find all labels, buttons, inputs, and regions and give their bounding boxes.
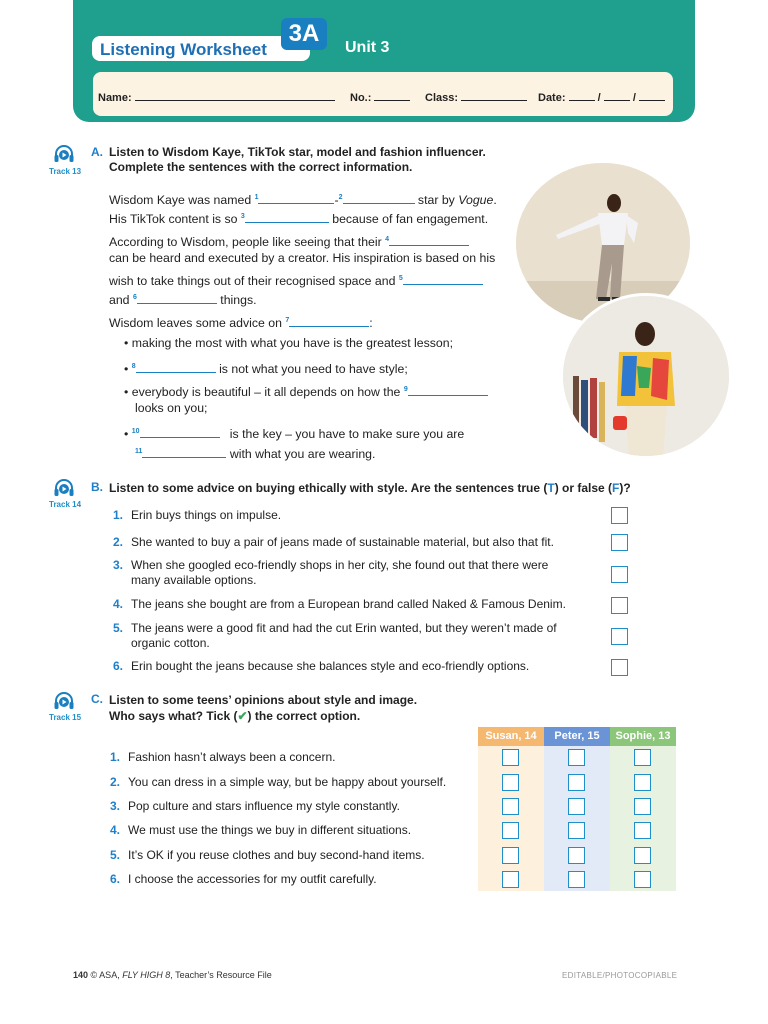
statement-text (131, 535, 601, 550)
track-label: Track 15 (49, 713, 82, 722)
section-c-title-2: Who says what? Tick (✔) the correct option. (109, 709, 361, 723)
tick-checkbox[interactable] (634, 822, 651, 839)
item-number: 1. (113, 508, 124, 522)
date-month-line (604, 90, 630, 101)
date-day-line (569, 90, 595, 101)
paragraph-line: can be heard and executed by a creator. His inspiration is based on his (109, 251, 496, 265)
opinion-text: I choose the accessories for my outfit carefully. (128, 872, 377, 886)
statement-line: many available options. (131, 573, 257, 587)
item-number: 5. (110, 848, 121, 862)
tick-checkbox[interactable] (502, 798, 519, 815)
track-label: Track 14 (49, 500, 82, 509)
statement-text (131, 659, 601, 674)
tick-icon: ✔ (237, 709, 248, 723)
tick-checkbox[interactable] (502, 749, 519, 766)
statement-line: She wanted to buy a pair of jeans made of sustainable material, but also that fit. (131, 535, 554, 549)
paragraph-line: According to Wisdom, people like seeing that their $^4$ (109, 230, 469, 253)
answer-checkbox[interactable] (611, 534, 628, 551)
blank-7[interactable] (289, 316, 369, 327)
item-number: 2. (110, 775, 121, 789)
statement-text (131, 508, 601, 523)
blank-1[interactable] (258, 193, 334, 204)
tick-checkbox[interactable] (634, 749, 651, 766)
bullet-item-cont: $^{11}$ with what you are wearing. (135, 447, 376, 462)
item-number: 4. (113, 597, 124, 611)
column-header: Susan, 14 (478, 727, 544, 746)
footer-editable: EDITABLE/PHOTOCOPIABLE (562, 971, 678, 980)
tick-checkbox[interactable] (502, 774, 519, 791)
statement-line: The jeans were a good fit and had the cut Erin wanted, but they weren’t made of (131, 621, 557, 635)
date-sep: / (632, 92, 636, 104)
answer-checkbox[interactable] (611, 628, 628, 645)
footer-credit: 140 © ASA, FLY HIGH 8, Teacher’s Resource File (73, 970, 272, 980)
blank-5[interactable] (403, 274, 483, 285)
bullet-item: • making the most with what you have is the greatest lesson; (124, 336, 453, 350)
blank-9[interactable] (408, 385, 488, 396)
name-line (135, 90, 335, 101)
headphones-icon (53, 145, 75, 163)
opinion-text: It’s OK if you reuse clothes and buy second-hand items. (128, 848, 425, 862)
number-label: No.: (350, 92, 372, 104)
blank-3[interactable] (245, 212, 329, 223)
paragraph-line: Wisdom leaves some advice on $^7$ : (109, 316, 373, 331)
item-number: 3. (110, 799, 121, 813)
blank-6[interactable] (137, 293, 217, 304)
blank-2[interactable] (343, 193, 415, 204)
bullet-item-cont: looks on you; (135, 401, 208, 415)
headphones-icon (53, 479, 75, 497)
influencer-photo-2 (560, 293, 732, 459)
blank-10[interactable] (140, 427, 220, 438)
tick-checkbox[interactable] (502, 847, 519, 864)
section-b-title: Listen to some advice on buying ethically with style. Are the sentences true (T) or false (F)? (109, 481, 631, 495)
name-label: Name: (98, 92, 132, 104)
section-letter: B. (91, 480, 103, 494)
headphones-icon (53, 692, 75, 710)
tick-checkbox[interactable] (502, 871, 519, 888)
item-number: 3. (113, 558, 124, 572)
item-number: 2. (113, 535, 124, 549)
date-field[interactable] (538, 90, 665, 104)
blank-11[interactable] (142, 447, 226, 458)
opinion-text: You can dress in a simple way, but be happy about yourself. (128, 775, 447, 789)
tick-checkbox[interactable] (568, 822, 585, 839)
tick-checkbox[interactable] (568, 774, 585, 791)
statement-text (131, 597, 601, 612)
statement-line: The jeans she bought are from a European brand called Naked & Famous Denim. (131, 597, 566, 611)
answer-checkbox[interactable] (611, 566, 628, 583)
paragraph-line: wish to take things out of their recognised space and $^5$ (109, 269, 483, 292)
section-letter: A. (91, 145, 103, 159)
item-number: 6. (110, 872, 121, 886)
date-sep: / (597, 92, 601, 104)
answer-checkbox[interactable] (611, 659, 628, 676)
section-a-title-1: Listen to Wisdom Kaye, TikTok star, model and fashion influencer. (109, 145, 486, 159)
statement-line: organic cotton. (131, 636, 210, 650)
bullet-item: • $^{10}$ is the key – you have to make sure you are (124, 427, 465, 442)
blank-4[interactable] (389, 235, 469, 246)
tick-checkbox[interactable] (568, 798, 585, 815)
statement-line: Erin buys things on impulse. (131, 508, 282, 522)
item-number: 1. (110, 750, 121, 764)
statement-text (131, 558, 601, 588)
paragraph-line: Wisdom Kaye was named $^1$ -$^2$ star by Vogue. (109, 193, 497, 208)
tick-checkbox[interactable] (634, 798, 651, 815)
section-c-title-1: Listen to some teens’ opinions about style and image. (109, 693, 418, 707)
section-a-title-2: Complete the sentences with the correct information. (109, 160, 413, 174)
blank-8[interactable] (136, 362, 216, 373)
answer-checkbox[interactable] (611, 507, 628, 524)
tick-checkbox[interactable] (568, 749, 585, 766)
column-header: Peter, 15 (544, 727, 610, 746)
number-field[interactable] (350, 90, 410, 104)
class-label: Class: (425, 92, 459, 104)
tick-checkbox[interactable] (502, 822, 519, 839)
statement-line: Erin bought the jeans because she balances style and eco-friendly options. (131, 659, 530, 673)
class-line (461, 90, 527, 101)
date-year-line (639, 90, 665, 101)
tick-checkbox[interactable] (568, 847, 585, 864)
tick-checkbox[interactable] (634, 871, 651, 888)
worksheet-title: Listening Worksheet (100, 40, 267, 59)
opinion-text: Pop culture and stars influence my style constantly. (128, 799, 400, 813)
paragraph-line: and $^6$ things. (109, 293, 257, 308)
statement-text (131, 621, 601, 651)
number-line (374, 90, 410, 101)
opinion-text: We must use the things we buy in different situations. (128, 823, 412, 837)
item-number: 5. (113, 621, 124, 635)
item-number: 6. (113, 659, 124, 673)
name-field[interactable] (98, 90, 335, 104)
class-field[interactable] (425, 90, 527, 104)
bullet-item: • $^8$ is not what you need to have style; (124, 362, 408, 377)
statement-line: When she googled eco-friendly shops in her city, she found out that there were (131, 558, 549, 572)
paragraph-line: His TikTok content is so $^3$ because of fan engagement. (109, 212, 489, 227)
answer-checkbox[interactable] (611, 597, 628, 614)
tick-checkbox[interactable] (568, 871, 585, 888)
item-number: 4. (110, 823, 121, 837)
section-letter: C. (91, 692, 103, 706)
bullet-item: • everybody is beautiful – it all depends on how the $^9$ (124, 380, 488, 403)
unit-badge: 3A (281, 18, 327, 50)
photo-illustration-2 (563, 296, 729, 456)
date-label: Date: (538, 92, 566, 104)
track-label: Track 13 (49, 167, 82, 176)
unit-label: Unit 3 (345, 39, 390, 56)
column-header: Sophie, 13 (610, 727, 676, 746)
tick-checkbox[interactable] (634, 774, 651, 791)
opinion-text: Fashion hasn’t always been a concern. (128, 750, 336, 764)
tick-checkbox[interactable] (634, 847, 651, 864)
